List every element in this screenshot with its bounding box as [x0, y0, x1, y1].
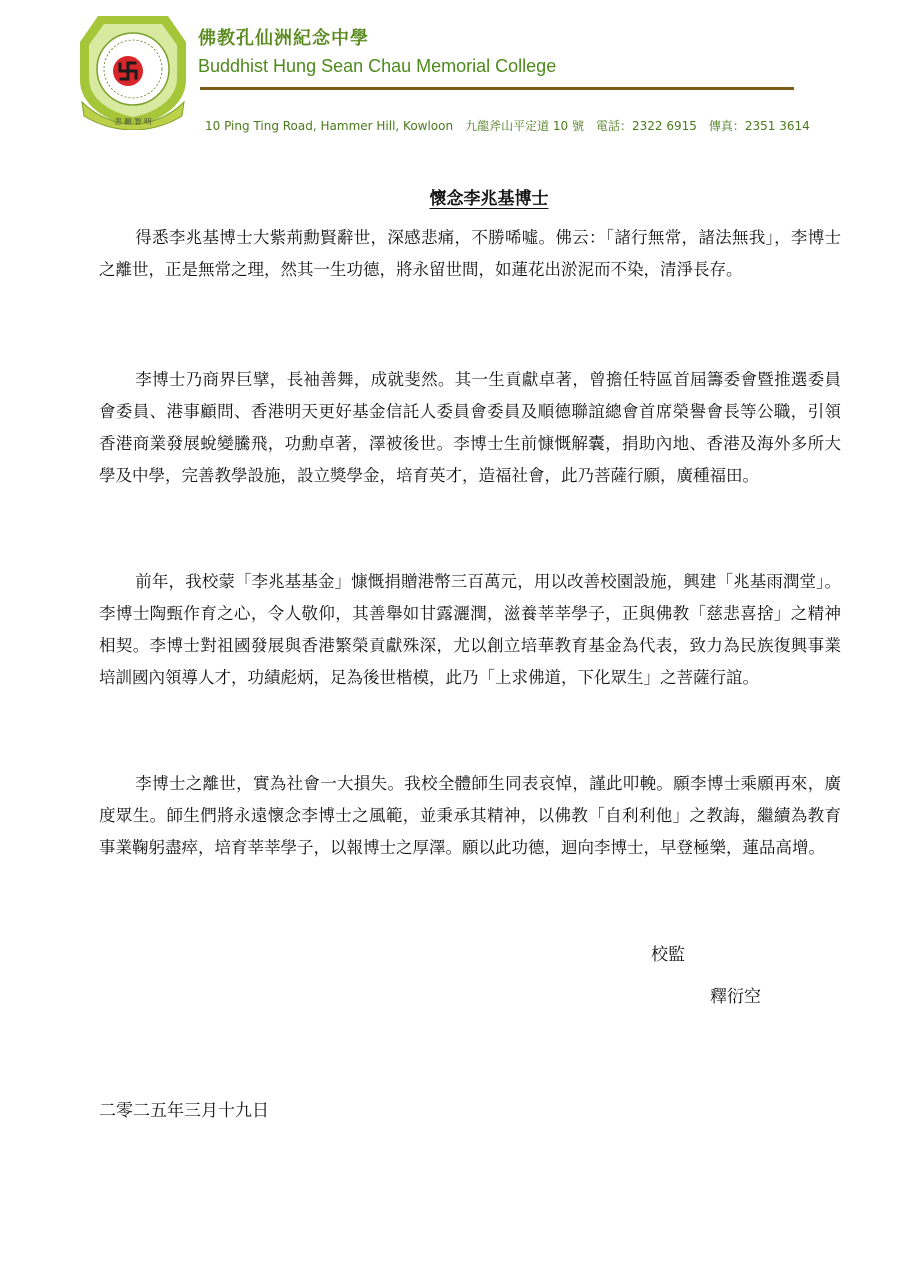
header-divider [200, 87, 794, 90]
document-title: 懷念李兆基博士 [429, 189, 549, 209]
school-name-chinese: 佛教孔仙洲紀念中學 [198, 28, 369, 49]
school-name-english: Buddhist Hung Sean Chau Memorial College [198, 56, 557, 76]
document-date: 二零二五年三月十九日 [99, 1101, 269, 1121]
body-paragraph-2: 李博士乃商界巨擘，長袖善舞，成就斐然。其一生貢獻卓著，曾擔任特區首屆籌委會暨推選委員會委員、港事顧問、香港明天更好基金信託人委員會委員及順德聯誼總會首席榮譽會長等公職，引領香港商業發展蛻變騰飛，功勳卓著，澤被後世。李博士生前慷慨解囊，捐助內地、香港及海外多所大學及中學，完善教學設施，設立獎學金，培育英才，造福社會，此乃菩薩行願，廣種福田。 [99, 370, 841, 485]
signature-title: 校監 [651, 945, 685, 965]
body-paragraph-4: 李博士之離世，實為社會一大損失。我校全體師生同表哀悼，謹此叩輓。願李博士乘願再來，廣度眾生。師生們將永遠懷念李博士之風範，並秉承其精神，以佛教「自利利他」之教誨，繼續為教育事業鞠躬盡瘁，培育莘莘學子，以報博士之厚澤。願以此功德，迴向李博士，早登極樂，蓮品高增。 [99, 774, 841, 857]
body-paragraph-1: 得悉李兆基博士大紫荊勳賢辭世，深感悲痛，不勝唏噓。佛云：「諸行無常，諸法無我」，李博士之離世，正是無常之理，然其一生功德，將永留世間，如蓮花出淤泥而不染，清淨長存。 [99, 228, 841, 279]
school-address: 10 Ping Ting Road, Hammer Hill, Kowloon 九龍斧山平定道 10 號 電話：2322 6915 傳真：2351 3614 [205, 119, 810, 133]
school-crest-icon [78, 14, 188, 130]
signature-name: 釋衍空 [710, 987, 761, 1007]
crest-ribbon-text: 悲 願 智 明 [114, 117, 152, 126]
body-paragraph-3: 前年，我校蒙「李兆基基金」慷慨捐贈港幣三百萬元，用以改善校園設施，興建「兆基雨潤堂」。李博士陶甄作育之心，令人敬仰，其善舉如甘露灑潤，滋養莘莘學子，正與佛教「慈悲喜捨」之精神相契。李博士對祖國發展與香港繁榮貢獻殊深，尤以創立培華教育基金為代表，致力為民族復興事業培訓國內領導人才，功績彪炳，足為後世楷模，此乃「上求佛道，下化眾生」之菩薩行誼。 [99, 572, 841, 687]
